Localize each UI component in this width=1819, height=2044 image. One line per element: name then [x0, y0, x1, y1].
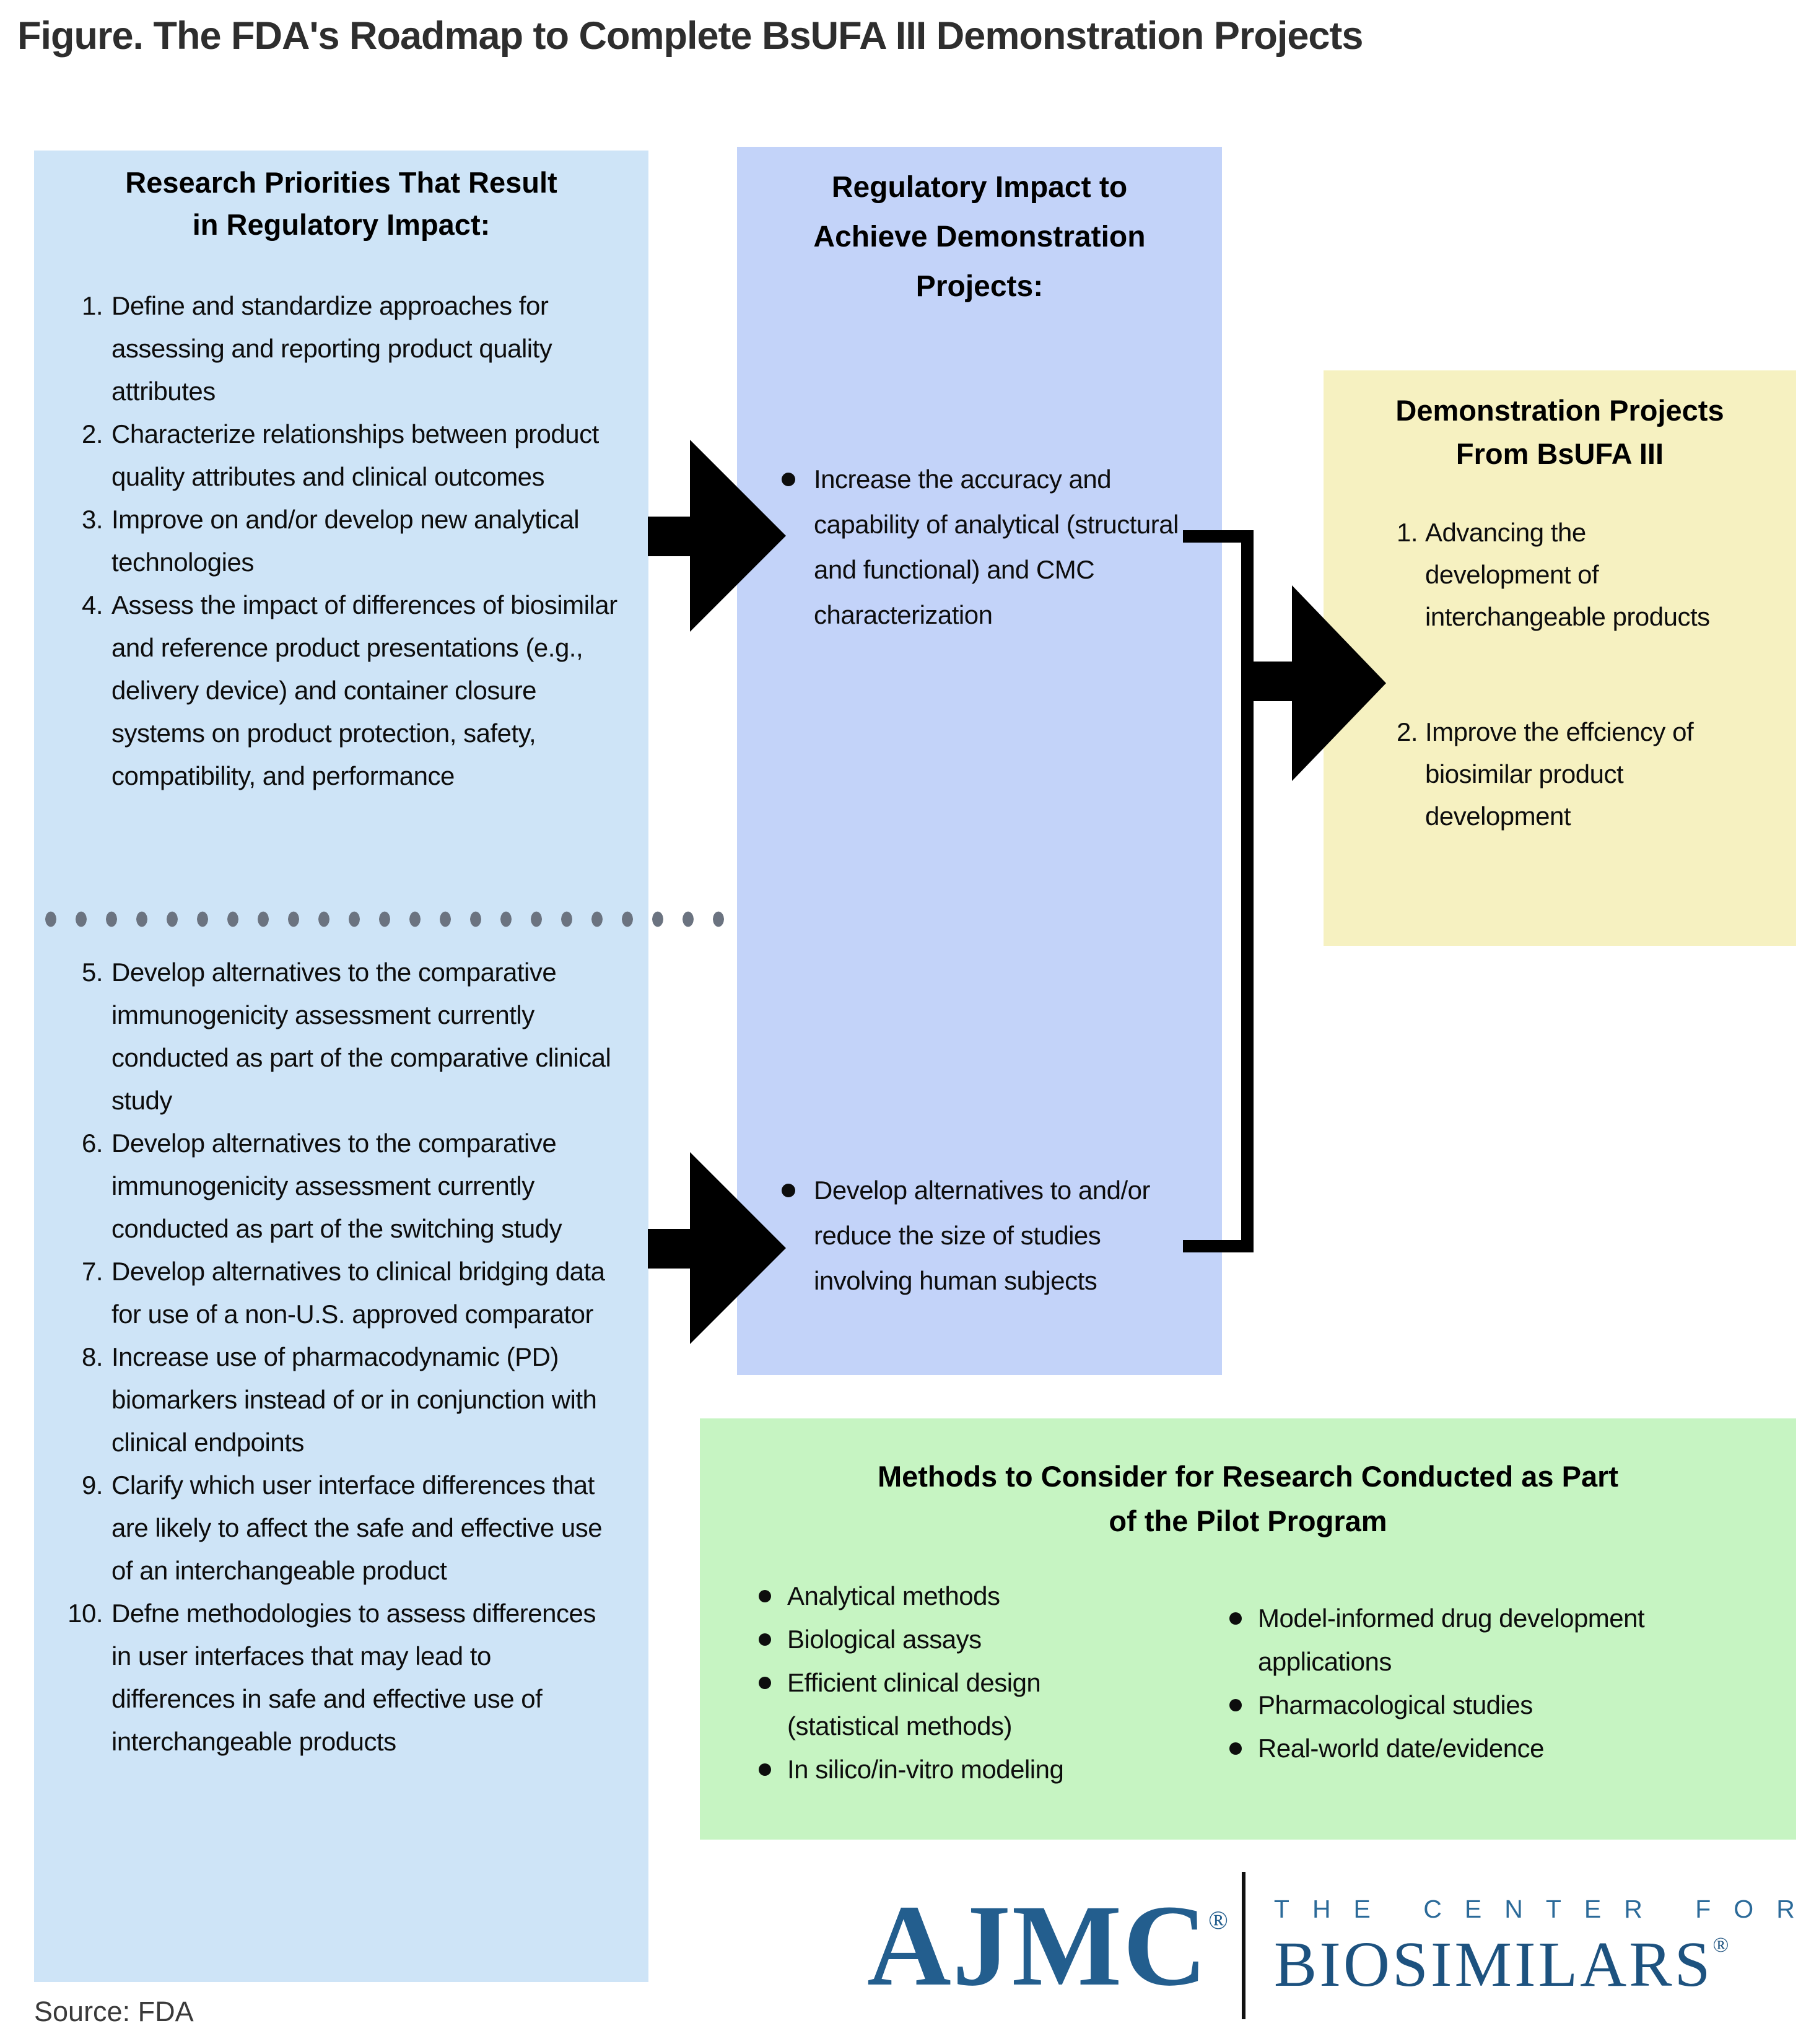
bracket-vertical-bar	[1241, 530, 1254, 1252]
bullet-icon	[1229, 1742, 1242, 1755]
arrow-right-icon	[648, 517, 690, 556]
list-item	[1229, 1597, 1731, 1684]
list-item	[55, 1122, 621, 1250]
methods-columns	[700, 1574, 1796, 1791]
bullet-text: Develop alternatives to and/or reduce the size of studies involving human subjects	[814, 1176, 1150, 1295]
list-item	[55, 951, 621, 1122]
list-item	[759, 1748, 1167, 1791]
list-item	[55, 1592, 621, 1763]
research-priorities-list-bottom	[34, 951, 648, 1763]
bullet-icon	[1229, 1612, 1242, 1625]
bullet-icon	[759, 1590, 771, 1602]
list-item	[55, 284, 621, 413]
bullet-icon	[759, 1677, 771, 1689]
list-number: 2.	[1396, 717, 1418, 746]
list-item-text: Develop alternatives to clinical bridging data for use of a non-U.S. approved comparator	[111, 1257, 605, 1329]
bullet-icon	[759, 1763, 771, 1776]
bullet-icon	[759, 1633, 771, 1646]
list-number: 7.	[81, 1257, 103, 1286]
list-number: 6.	[81, 1129, 103, 1158]
research-priorities-heading: Research Priorities That Result in Regulatory Impact:	[125, 166, 557, 241]
list-item-text: Increase use of pharmacodynamic (PD) biomarkers instead of or in conjunction with clinical endpoints	[111, 1342, 597, 1457]
regulatory-impact-heading: Regulatory Impact to Achieve Demonstration Projects:	[813, 171, 1146, 303]
arrow-right-icon	[1244, 662, 1292, 701]
list-item	[55, 1250, 621, 1335]
regulatory-bullet-1	[737, 456, 1222, 637]
list-item	[759, 1574, 1167, 1618]
demonstration-projects-heading: Demonstration Projects From BsUFA III	[1395, 394, 1724, 470]
bracket-bottom-bar	[1183, 1240, 1254, 1252]
bullet-text: Real-world date/evidence	[1258, 1734, 1544, 1763]
list-item	[759, 1618, 1167, 1661]
bullet-text: Analytical methods	[787, 1581, 1000, 1610]
list-item	[759, 1661, 1167, 1748]
regulatory-bullet-2	[737, 1168, 1222, 1303]
registered-mark-icon: ®	[1712, 1933, 1732, 1957]
list-item-text: Develop alternatives to the comparative immunogenicity assessment currently conducted as part of the comparative clinical study	[111, 958, 611, 1115]
bullet-icon	[1229, 1699, 1242, 1711]
list-item	[1229, 1684, 1731, 1727]
ajmc-center-for-biosimilars-logo	[867, 1872, 1818, 2019]
bullet-text: Biological assays	[787, 1625, 982, 1654]
arrow-right-icon	[648, 1229, 690, 1269]
registered-mark-icon: ®	[1208, 1906, 1229, 1935]
research-priorities-list-top	[34, 284, 648, 797]
list-item	[1373, 512, 1796, 638]
list-item	[55, 1335, 621, 1464]
list-item-text: Improve the effciency of biosimilar product development	[1425, 717, 1694, 831]
methods-right-column	[1229, 1597, 1731, 1791]
figure-title: Figure. The FDA's Roadmap to Complete BsUFA III Demonstration Projects	[17, 14, 1363, 58]
source-note: Source: FDA	[34, 1996, 194, 2027]
bullet-text: Efficient clinical design (statistical methods)	[787, 1668, 1041, 1740]
list-item-text: Assess the impact of differences of biosimilar and reference product presentations (e.g., delivery device) and container closure systems on product protection, safety, compatibility, and performance	[111, 590, 617, 790]
bullet-text: Pharmacological studies	[1258, 1690, 1533, 1719]
list-number: 1.	[1396, 518, 1418, 547]
arrow-right-icon	[690, 1152, 786, 1344]
methods-box	[700, 1418, 1796, 1840]
list-number: 9.	[81, 1470, 103, 1500]
bullet-text: Increase the accuracy and capability of analytical (structural and functional) and CMC characterization	[814, 465, 1179, 629]
list-item	[1373, 711, 1796, 837]
regulatory-impact-box	[737, 147, 1222, 1375]
list-number: 5.	[81, 958, 103, 987]
logo-tagline-bottom: BIOSIMILARS®	[1273, 1928, 1732, 2000]
arrow-right-icon	[1292, 585, 1386, 781]
list-item-text: Defne methodologies to assess differences in user interfaces that may lead to differences in safe and effective use of interchangeable products	[111, 1599, 596, 1756]
list-number: 3.	[81, 505, 103, 534]
logo-divider	[1242, 1872, 1245, 2019]
list-item-text: Improve on and/or develop new analytical technologies	[111, 505, 580, 577]
ajmc-logo-text: AJMC®	[867, 1880, 1229, 2010]
center-for-biosimilars-logo-text	[1273, 1894, 1818, 2000]
list-item-text: Develop alternatives to the comparative immunogenicity assessment currently conducted as part of the switching study	[111, 1129, 562, 1243]
list-item	[55, 413, 621, 498]
list-number: 10.	[68, 1599, 103, 1628]
bullet-text: In silico/in-vitro modeling	[787, 1755, 1064, 1784]
demonstration-projects-box	[1324, 370, 1796, 946]
list-item	[1229, 1727, 1731, 1770]
arrow-right-icon	[690, 440, 786, 632]
list-item-text: Define and standardize approaches for assessing and reporting product quality attributes	[111, 291, 552, 406]
methods-heading: Methods to Consider for Research Conducted as Part of the Pilot Program	[877, 1460, 1619, 1537]
list-item-text: Advancing the development of interchangeable products	[1425, 518, 1710, 631]
list-item	[55, 498, 621, 583]
demonstration-projects-list	[1324, 512, 1796, 837]
list-item-text: Characterize relationships between product quality attributes and clinical outcomes	[111, 419, 599, 491]
list-number: 2.	[81, 419, 103, 448]
list-number: 4.	[81, 590, 103, 619]
logo-tagline-top: THE CENTER FOR	[1273, 1894, 1818, 1923]
list-number: 1.	[81, 291, 103, 320]
list-item-text: Clarify which user interface differences that are likely to affect the safe and effective use of an interchangeable product	[111, 1470, 603, 1585]
methods-left-column	[759, 1574, 1167, 1791]
bullet-text: Model-informed drug development applications	[1258, 1604, 1645, 1676]
list-number: 8.	[81, 1342, 103, 1371]
list-item	[55, 583, 621, 797]
list-item	[55, 1464, 621, 1592]
research-priorities-box	[34, 151, 648, 1982]
